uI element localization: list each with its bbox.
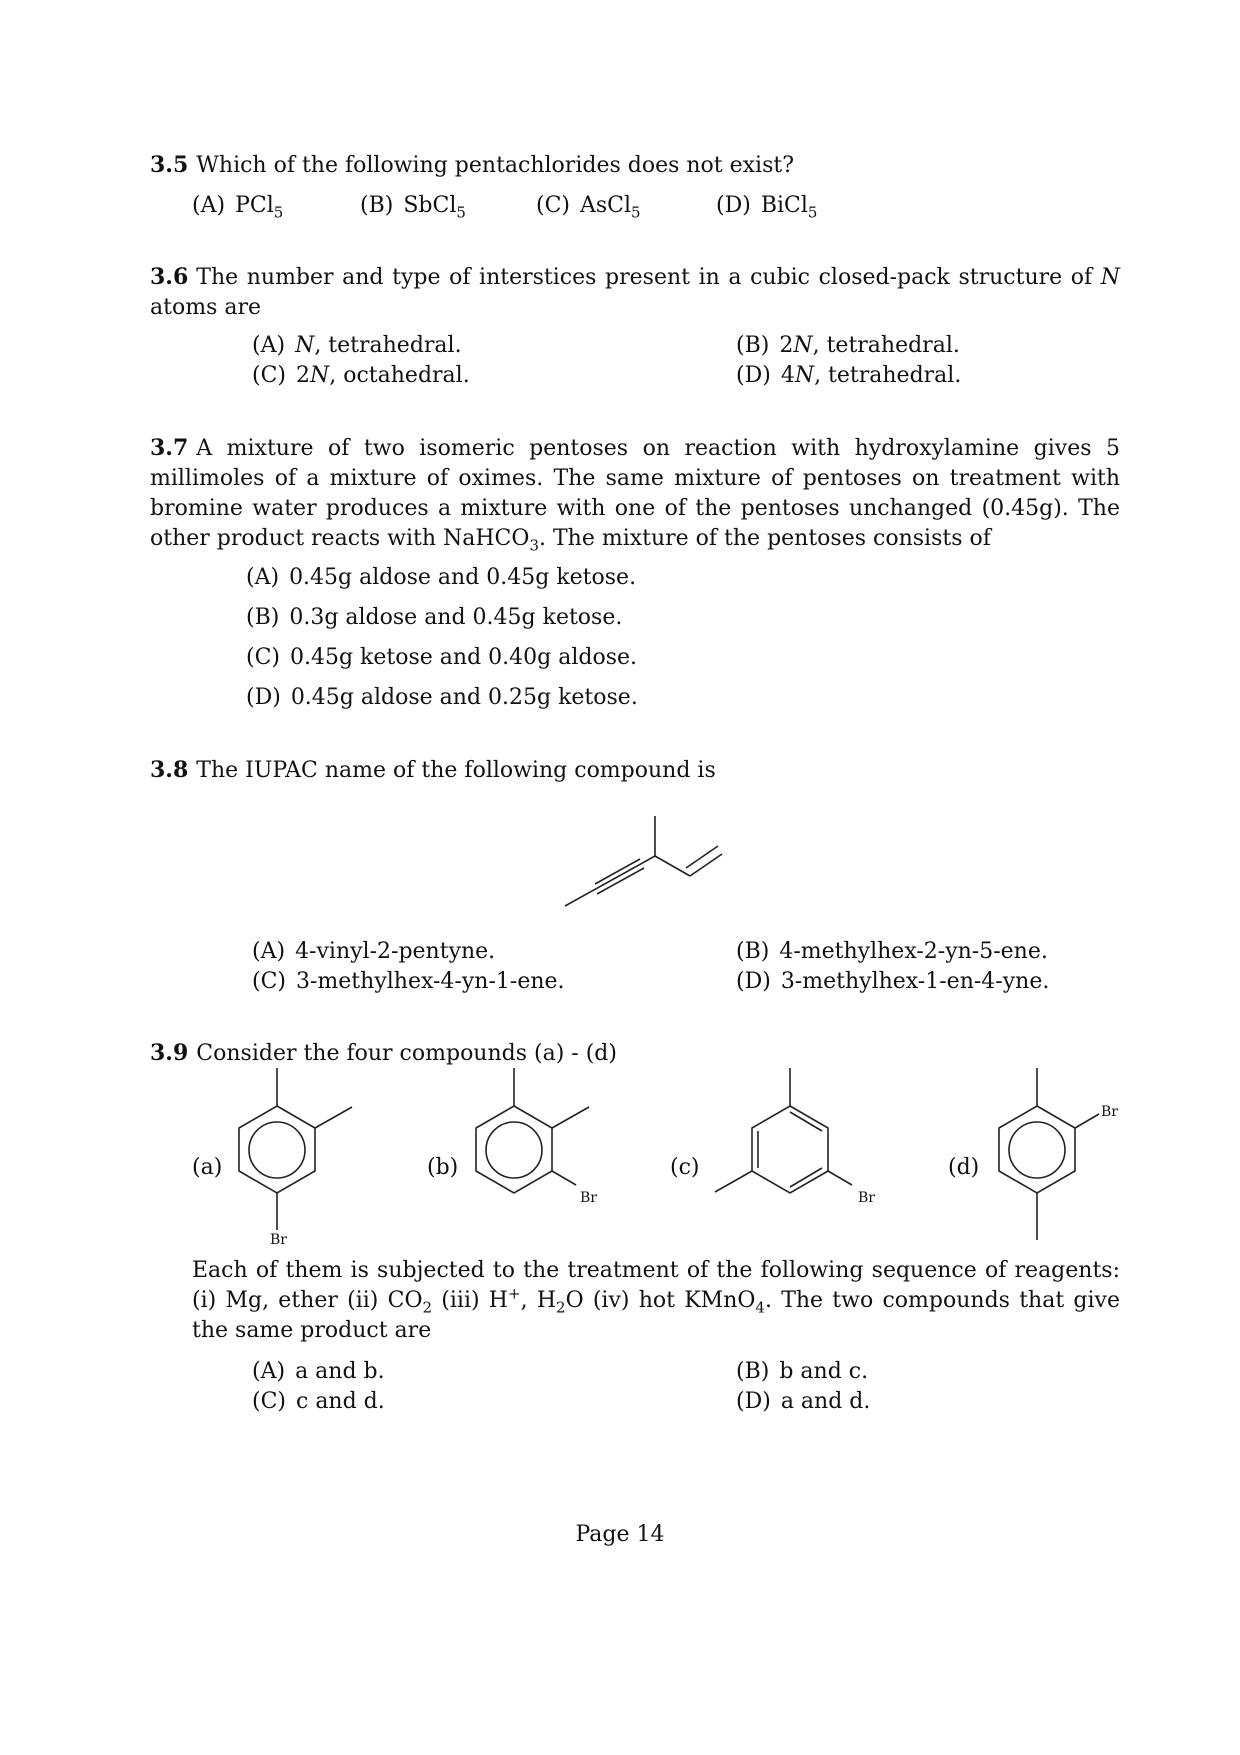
compound-d-label: (d) xyxy=(948,1155,980,1180)
option-formula: PCl xyxy=(235,193,274,218)
option-c xyxy=(252,1387,385,1417)
option-text: , octahedral. xyxy=(329,363,470,388)
option-a xyxy=(192,191,283,221)
question-text: The IUPAC name of the following compound is xyxy=(196,758,716,783)
option-label: (B) xyxy=(360,193,394,218)
compound-b-substituent: Br xyxy=(580,1190,597,1206)
option-text: 0.45g ketose and 0.40g aldose. xyxy=(290,645,638,670)
option-a xyxy=(246,563,636,593)
body-text: (iii) H xyxy=(432,1288,508,1313)
option-text: 4-methylhex-2-yn-5-ene. xyxy=(779,939,1048,964)
question-text: The number and type of interstices present in a cubic closed-pack structure of xyxy=(196,265,1093,290)
option-variable: N xyxy=(310,363,330,388)
option-formula: SbCl xyxy=(403,193,457,218)
compound-a-substituent: Br xyxy=(270,1232,287,1248)
option-label: (A) xyxy=(252,333,286,358)
option-d xyxy=(246,683,638,713)
option-text: c and d. xyxy=(296,1389,385,1414)
question-number: 3.7 xyxy=(150,435,189,461)
option-formula: BiCl xyxy=(760,193,808,218)
compound-c-structure-icon xyxy=(705,1060,875,1210)
option-subscript: 5 xyxy=(456,203,466,222)
option-b xyxy=(736,937,1048,967)
question-number: 3.5 xyxy=(150,152,189,178)
option-label: (D) xyxy=(246,685,281,710)
option-coef: 2 xyxy=(779,333,794,358)
compound-d-structure-icon xyxy=(985,1060,1125,1255)
compound-structure xyxy=(555,810,735,915)
compound-c-substituent: Br xyxy=(858,1190,875,1206)
option-c xyxy=(536,191,641,221)
option-d xyxy=(716,191,817,221)
question-text: A mixture of two isomeric pentoses on reaction with hydroxylamine gives 5 millimoles of a mixture of oximes. The same mixture of pentoses on treatment with bromine water produces a mixture with one of the pentoses unchanged (0.45g). The other product reacts with NaHCO xyxy=(150,436,1120,551)
option-variable: N xyxy=(793,333,813,358)
question-number: 3.8 xyxy=(150,757,189,783)
page-number: Page 14 xyxy=(575,1522,665,1547)
option-subscript: 5 xyxy=(631,203,641,222)
option-text: b and c. xyxy=(779,1359,869,1384)
option-label: (A) xyxy=(246,565,280,590)
option-coef: 4 xyxy=(780,363,795,388)
option-variable: N xyxy=(295,333,315,358)
question-3-5 xyxy=(150,150,1120,181)
option-text: a and b. xyxy=(295,1359,385,1384)
compound-d-substituent: Br xyxy=(1101,1104,1118,1120)
question-text-end: atoms are xyxy=(150,295,261,320)
option-subscript: 5 xyxy=(807,203,818,222)
option-label: (C) xyxy=(252,1389,286,1414)
option-d xyxy=(736,967,1049,997)
compound-c-label: (c) xyxy=(670,1155,700,1180)
option-label: (D) xyxy=(736,1389,771,1414)
option-label: (D) xyxy=(736,969,771,994)
option-label: (B) xyxy=(246,605,280,630)
question-number: 3.6 xyxy=(150,264,189,290)
option-text: , tetrahedral. xyxy=(314,333,462,358)
skeletal-formula-icon xyxy=(555,810,735,915)
option-a xyxy=(252,937,495,967)
question-text: Consider the four compounds (a) - (d) xyxy=(196,1041,617,1066)
option-c xyxy=(252,361,470,391)
compound-b-label: (b) xyxy=(427,1155,459,1180)
option-label: (B) xyxy=(736,1359,770,1384)
option-b xyxy=(736,1357,868,1387)
option-b xyxy=(246,603,622,633)
compound-a-label: (a) xyxy=(192,1155,223,1180)
body-text: , H xyxy=(520,1288,557,1313)
option-formula: AsCl xyxy=(580,193,632,218)
option-label: (C) xyxy=(536,193,570,218)
option-b xyxy=(360,191,466,221)
question-number: 3.9 xyxy=(150,1040,189,1066)
option-c xyxy=(252,967,565,997)
option-a xyxy=(252,331,462,361)
option-label: (A) xyxy=(252,1359,286,1384)
compound-a-structure-icon xyxy=(225,1060,365,1255)
option-c xyxy=(246,643,637,673)
option-text: , tetrahedral. xyxy=(812,333,960,358)
body-text: Each of them is subjected to the treatment of the following sequence of reagents: (i) Mg, ether (ii) CO xyxy=(192,1258,1120,1313)
option-label: (D) xyxy=(736,363,771,388)
body-text: . The two compounds that give the same product are xyxy=(192,1288,1120,1343)
option-text: 3-methylhex-4-yn-1-ene. xyxy=(296,969,565,994)
option-text: 0.45g aldose and 0.45g ketose. xyxy=(289,565,637,590)
question-text: Which of the following pentachlorides does not exist? xyxy=(196,153,795,178)
question-3-7 xyxy=(150,433,1120,554)
option-label: (C) xyxy=(252,363,286,388)
option-label: (A) xyxy=(192,193,226,218)
question-variable: N xyxy=(1100,265,1121,290)
compound-b-structure-icon xyxy=(462,1060,602,1210)
option-coef: 2 xyxy=(296,363,310,388)
option-text: 3-methylhex-1-en-4-yne. xyxy=(780,969,1050,994)
question-3-6 xyxy=(150,262,1120,323)
option-text: , tetrahedral. xyxy=(814,363,962,388)
option-label: (B) xyxy=(736,333,770,358)
option-text: 4-vinyl-2-pentyne. xyxy=(295,939,496,964)
body-superscript: + xyxy=(508,1284,521,1303)
body-subscript: 2 xyxy=(422,1298,433,1317)
option-label: (D) xyxy=(716,193,751,218)
body-subscript: 2 xyxy=(556,1298,566,1317)
option-text: 0.3g aldose and 0.45g ketose. xyxy=(289,605,623,630)
option-d xyxy=(736,361,961,391)
question-3-9-body xyxy=(192,1256,1120,1346)
option-text: a and d. xyxy=(780,1389,871,1414)
option-text: 0.45g aldose and 0.25g ketose. xyxy=(290,685,638,710)
option-label: (A) xyxy=(252,939,286,964)
option-a xyxy=(252,1357,385,1387)
question-text-end: . The mixture of the pentoses consists of xyxy=(538,526,991,551)
option-b xyxy=(736,331,960,361)
option-label: (C) xyxy=(252,969,286,994)
body-subscript: 4 xyxy=(755,1298,765,1317)
option-d xyxy=(736,1387,870,1417)
option-label: (C) xyxy=(246,645,280,670)
option-label: (B) xyxy=(736,939,770,964)
option-variable: N xyxy=(794,363,815,388)
option-subscript: 5 xyxy=(273,203,284,222)
question-subscript: 3 xyxy=(529,536,539,555)
body-text: O (iv) hot KMnO xyxy=(565,1288,756,1313)
question-3-8 xyxy=(150,755,1120,786)
